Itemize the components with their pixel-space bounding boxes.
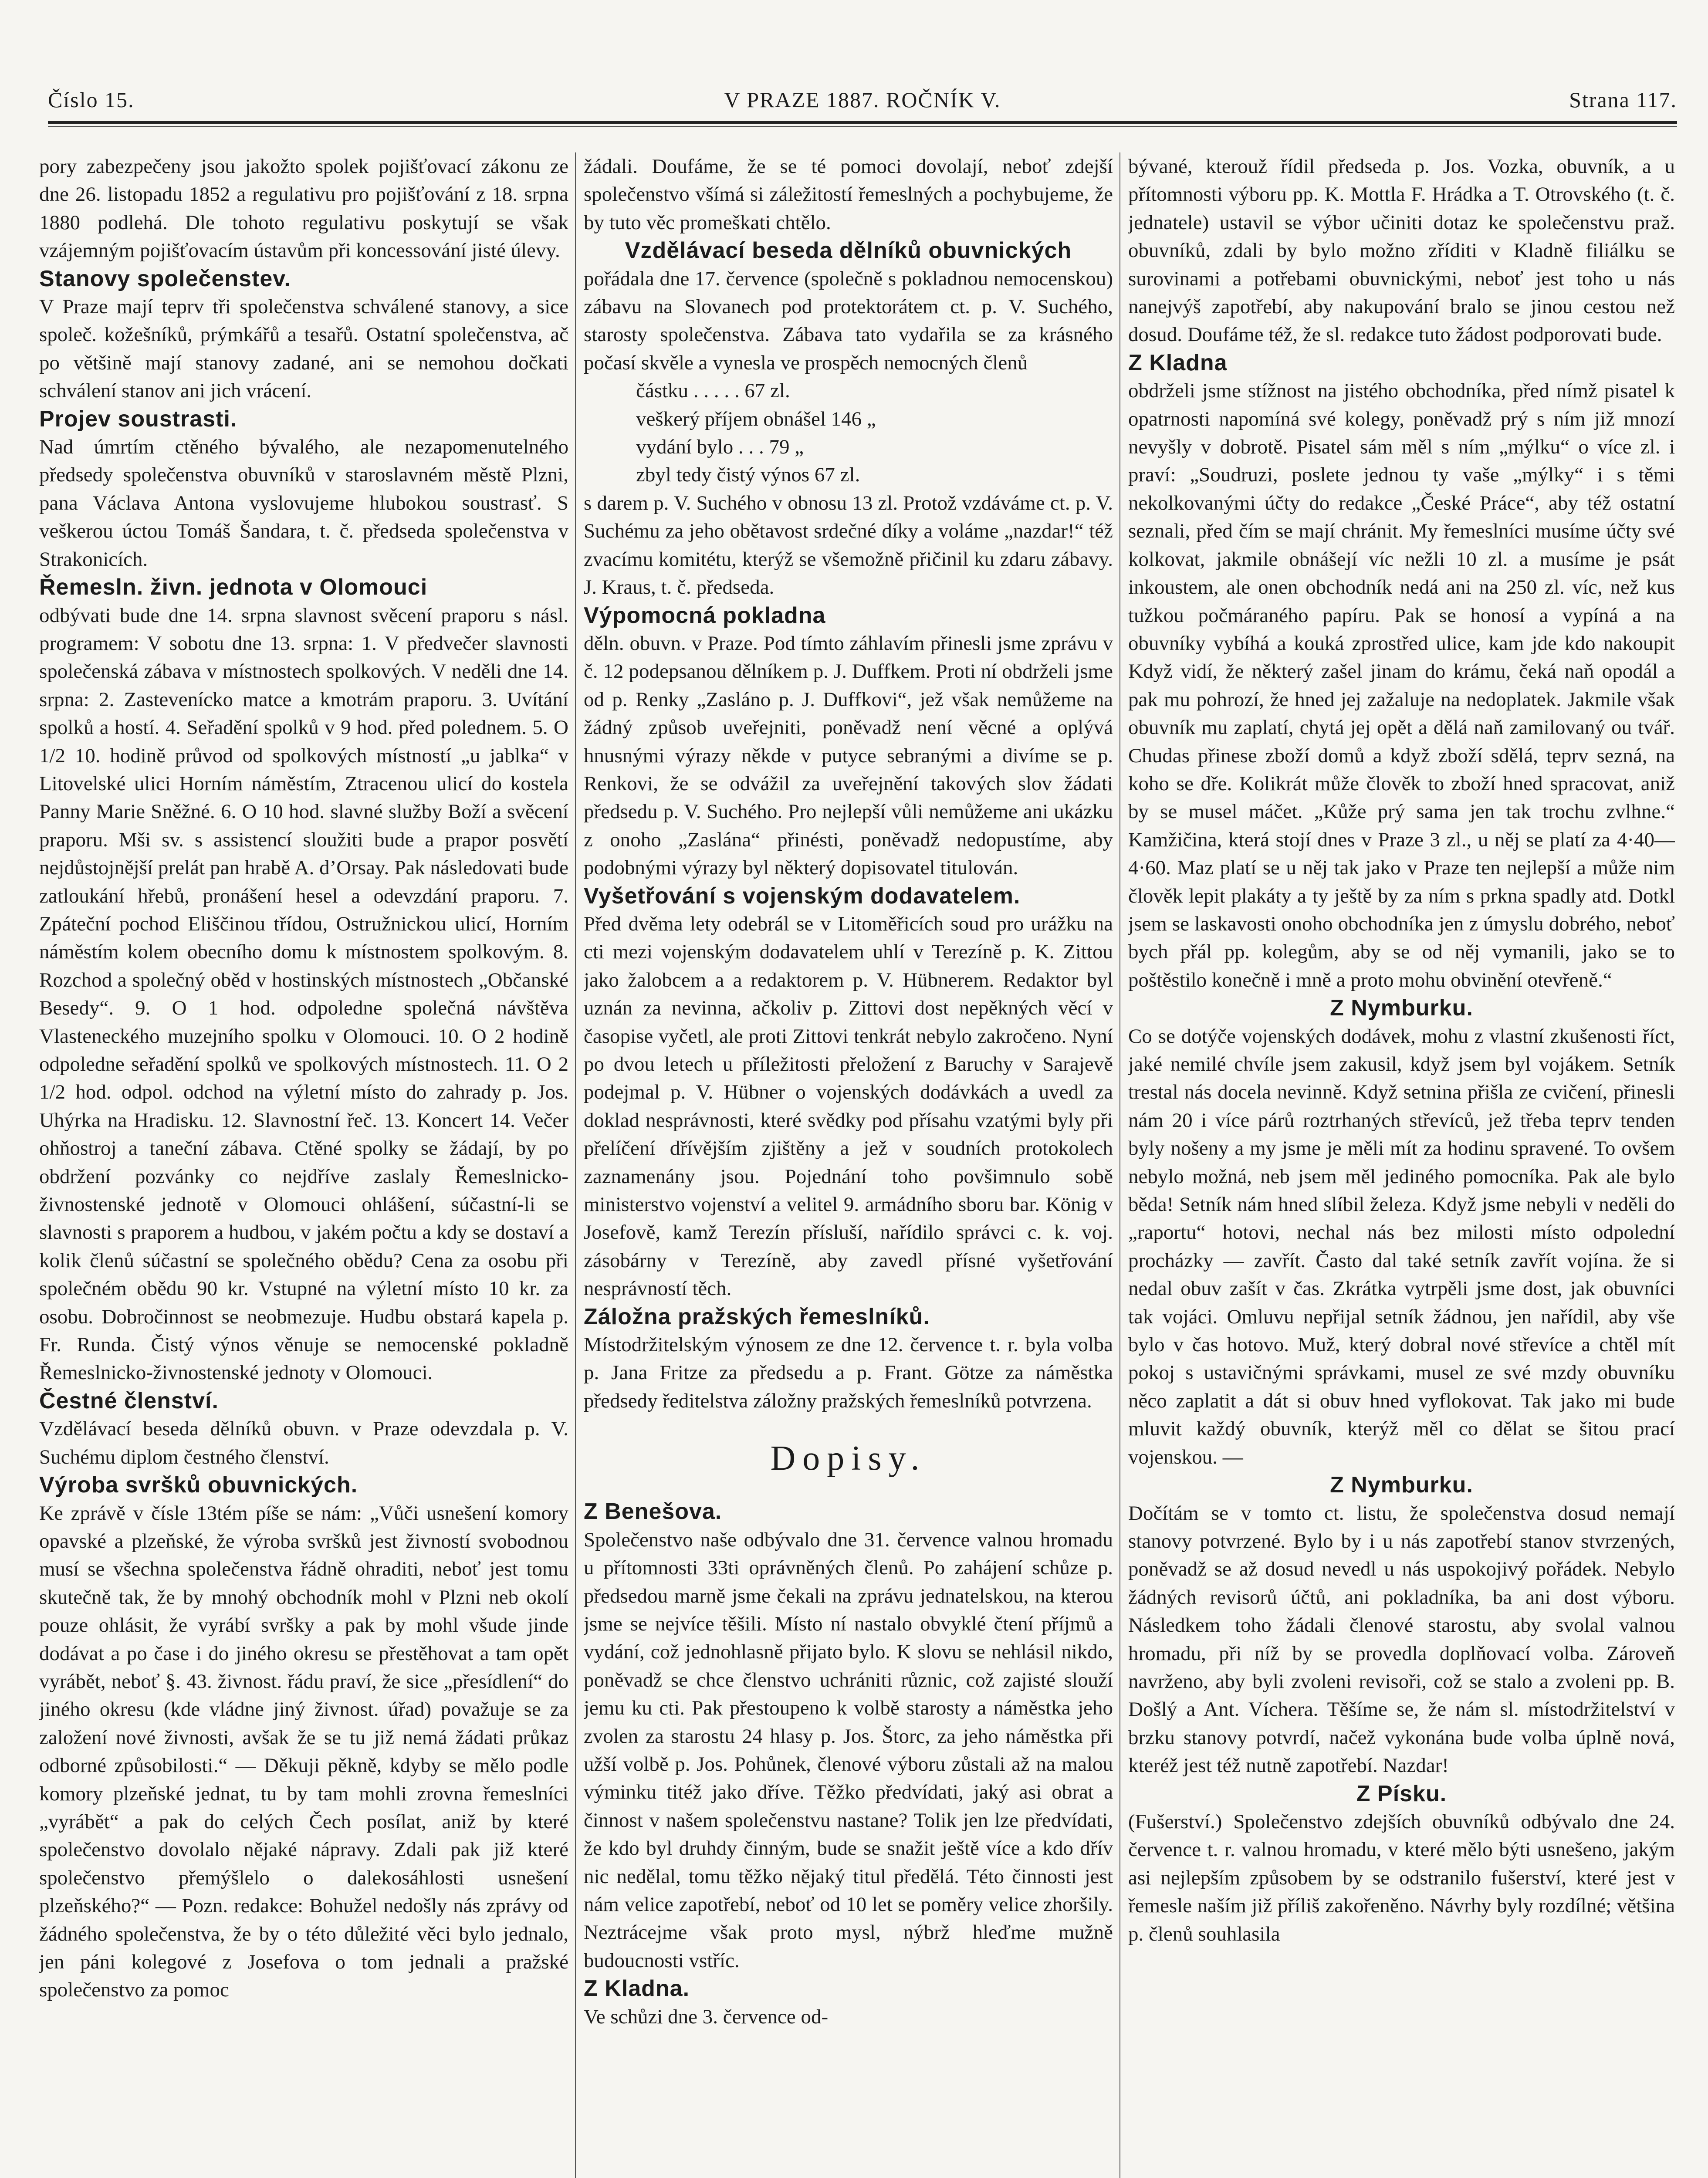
article-paragraph: Ke zprávě v čísle 13tém píše se nám: „Vůči usnešení komory opavské a plzeňské, že výroba svršků jest živností svobodnou musí se všechna společenstva řádně ohraditi, neboť jest tomu skutečně tak, že by mnohý obchodník mohl v Plzni neb okolí pouze ohlásit, že vyrábí svršky a pak by mohl všude jinde dodávat a po čase i do jiného okresu se přestěhovat a tam opět vyrábět, neboť §. 43. živnost. řádu praví, že sice „přesídlení“ do jiného okresu (kde vládne jiný živnost. úřad) považuje se za založení nové živnosti, avšak že se tu již nemá žádati průkaz odborné způsobilosti.“ — Děkuji pěkně, kdyby se mělo podle komory plzeňské jednat, tu by tam mohli zrovna řemeslníci „vyrábět“ a pak do celých Čech posílat, aniž by které společenstvo dovolalo nějaké nápravy. Zdali pak již které společenstvo přemýšlelo o dalekosáhlosti usnešení plzeňského?“ — Pozn. redakce: Bohužel nedošly nás zprávy od žádného společenstva, že by o této důležité věci bylo jednalo, jen páni kolegové z Josefova o tom jednali a pražské společenstvo za pomoc — [39, 1502, 568, 2002]
section-title: Dopisy. — [770, 1439, 927, 1478]
article-heading: Projev soustrasti. — [39, 406, 237, 432]
article-paragraph: Před dvěma lety odebrál se v Litoměřicích soud pro urážku na cti mezi vojenským dodavatelem uhlí v Terezíně p. K. Zittou jako žalobcem a a redaktorem p. V. Hübnerem. Redaktor byl uznán za nevinna, ačkoliv p. Zittovi dost nepěkných věcí v časopise vyčetl, ale proti Zittovi tenkrát nebylo zakročeno. Nyní po dvou letech u příležitosti přeložení z Baruchy v Sarajevě podejmal p. V. Hübner o vojenských dodávkách a uvedl za doklad nesprávnosti, které svědky pod přísahu vzatými byly při přelíčení dřívějším zjištěny a jež v soudních protokolech zaznamenány jsou. Pojednání toho povšimnulo sobě ministerstvo vojenství a velitel 9. armádního sboru bar. König v Josefově, kamž Terezín přísluší, nařídilo správci c. k. voj. zásobárny v Terezíně, aby zavedl přísné vyšetřování nesprávností těch. — [584, 912, 1113, 1300]
article-paragraph: pořádala dne 17. července (společně s pokladnou nemocenskou) zábavu na Slovanech pod protektorátem ct. p. V. Suchého, starosty společenstva. Zábava tato vydařila se za krásného počasí skvěle a vynesla ve prospěch nemocných členů — [584, 267, 1113, 374]
article-heading: Z Písku. — [1356, 1781, 1447, 1806]
article-heading: Z Kladna. — [584, 1976, 690, 2002]
text-column-3 — [1128, 152, 1675, 2178]
article-paragraph: Co se dotýče vojenských dodávek, mohu z vlastní zkušenosti říct, jaké nemilé chvíle jsem zakusil, když jsem byl vojákem. Setník trestal nás docela nevinně. Když setnina přišla ze cvičení, přinesli nám 20 i více párů roztrhaných střevíců, jež třeba teprv tenden byly nošeny a my jsme je měli mít za hodinu spravené. To ovšem nebylo možná, neb jsem měl jediného pomocníka. Pak ale bylo běda! Setník nám hned slíbil železa. Když jsme nebyli v neděli do „raportu“ hotovi, nechal nás bez milosti místo odpolední procházky — zavřít. Často dal také setník zavřít vojína. že si nedal obuv zašít v čas. Zkrátka vytrpěli jsme dost, jak obuvníci tak vojáci. Omluvu nepřijal setník žádnou, jen nařídil, aby vše bylo v čas hotovo. Muž, který dobral nové střevíce a chtěl mít pokoj s ustavičnými správkami, musel ze své mzdy obuvníku něco zaplatit a dát si obuv hned vyflokovat. Tak jako mi bude mluvit každý obuvník, kterýž měl co dělat se šitou prací vojenskou. — — [1128, 1025, 1675, 1468]
masthead-line: V PRAZE 1887. ROČNÍK V. — [724, 88, 1001, 112]
article-paragraph: Nad úmrtím ctěného bývalého, ale nezapomenutelného předsedy společenstva obuvníků v staroslavném městě Plzni, pana Václava Antona vyslovujeme hlubokou soustrasť. S veškerou úctou Tomáš Šandara, t. č. předseda společenstva v Strakonicích. — [39, 436, 568, 571]
article-paragraph: žádali. Doufáme, že se té pomoci dovolají, neboť zdejší společenstvo všímá si záležitostí řemeslných a pochybujeme, že by tuto věc promeškati chtělo. — [584, 155, 1113, 234]
article-heading: Výpomocná pokladna — [584, 602, 826, 628]
article-heading: Výroba svršků obuvnických. — [39, 1472, 358, 1498]
article-paragraph: Ve schůzi dne 3. července od- — [584, 2005, 829, 2028]
article-paragraph: Místodržitelským výnosem ze dne 12. července t. r. byla volba p. Jana Fritze za předsedu a p. Frant. Götze za náměstka předsedy ředitelstva záložny pražských řemeslníků potvrzena. — [584, 1333, 1113, 1412]
article-paragraph: odbývati bude dne 14. srpna slavnost svěcení praporu s násl. programem: V sobotu dne 13. srpna: 1. V předvečer slavnosti společenská zábava v místnostech spolkových. V neděli dne 14. srpna: 2. Zastevenícko matce a kmotrám praporu. 3. Uvítání spolků a hostí. 4. Seřadění spolků v 9 hod. před polednem. 5. O 1/2 10. hodině průvod od spolkových místností „u jablka“ v Litovelské ulici Horním náměstím, Ztracenou ulicí do kostela Panny Marie Sněžné. 6. O 10 hod. slavné služby Boží a svěcení praporu. Mši sv. s assistencí sloužiti bude a prapor posvětí nejdůstojnější prelát pan hrabě A. d’Orsay. Pak následovati bude zatloukání hřebů, pronášení hesel a odevzdání praporu. 7. Zpáteční pochod Eliščinou třídou, Ostružnickou ulicí, Horním náměstím kolem obecního domu k místnostem spolkovým. 8. Rozchod a společný oběd v hostinských místnostech „Občanské Besedy“. 9. O 1 hod. odpoledne společná návštěva Vlasteneckého muzejního spolku v Olomouci. 10. O 2 hodině odpoledne seřadění spolků ve spolkových místnostech. 11. O 2 1/2 hod. odpol. odchod na výletní místo do zahrady p. Jos. Uhýrka na Hradisku. 12. Slavnostní řeč. 13. Koncert 14. Večer ohňostroj a taneční zábava. Ctěné spolky se žádají, by po obdržení pozvánky co nejdříve zaslaly Řemeslnicko-živnostenské jednotě v Olomouci ohlášení, súčastní-li se slavnosti s praporem a hudbou, v jakém počtu a kdy se dostaví a kolik členů súčastní se společného obědu? Cena za osobu při společném obědu 90 kr. Vstupné na výletní místo 10 kr. za osobu. Dobročinnost se neobmezuje. Hudbu obstará kapela p. Fr. Runda. Čistý výnos věnuje se nemocenské pokladně Řemeslnicko-živnostenské jednoty v Olomouci. — [39, 604, 568, 1384]
page-header — [48, 87, 1677, 122]
article-paragraph: bývané, kterouž řídil předseda p. Jos. Vozka, obuvník, a u přítomnosti výboru pp. K. Mottla F. Hrádka a T. Otrovského (t. č. jednatele) ustavil se výbor učiniti dotaz ke společenstvu praž. obuvníků, zdali by bylo možno zříditi v Kladně filiálku se surovinami a potřebami obuvnickými, neboť jest toho u nás nanejvýš zapotřebí, aby nakupování bralo se jinou cestou než dosud. Doufáme též, že sl. redakce tuto žádost podporovati bude. — [1128, 155, 1675, 346]
article-heading: Čestné členství. — [39, 1388, 219, 1414]
article-paragraph: Společenstvo naše odbývalo dne 31. července valnou hromadu u přítomnosti 33ti oprávněných členů. Po zahájení schůze p. předsedou marně jsme čekali na zprávu jednatelskou, na kterou jsme se nejvíce těšili. Místo ní nastalo obvyklé čtení příjmů a vydání, což jednohlasně přijato bylo. K slovu se nehlásil nikdo, poněvadž se chce členstvo uchrániti různic, což zajisté slouží jemu ku cti. Pak přestoupeno k volbě starosty a náměstka jeho zvolen za starostu 24 hlasy p. Jos. Štorc, za jeho náměstka při užší volbě p. Jos. Pohůnek, členové výboru zůstali až na malou výminku titéž jako dříve. Těžko předvídati, jaký asi obrat a činnost v našem společenstvu nastane? Tolik jen lze předvídati, že kdo byl druhdy činným, bude se snažit ještě více a kdo dřív nic nedělal, tomu těžko nějaký titul předělá. Této činnosti jest nám velice zapotřebí, neboť od 10 let se poměry velice zhoršily. Neztrácejme však proto mysl, nýbrž hleďme mužně budoucnosti vstříc. — [584, 1528, 1113, 1972]
column-divider — [575, 152, 576, 2178]
article-paragraph: (Fušerství.) Společenstvo zdejších obuvníků odbývalo dne 24. července t. r. valnou hromadu, v které mělo býti usnešeno, jakým asi nejlepším způsobem by se odstranilo fušerství, které jest v řemesle naším již příliš zakořeněno. Návrhy byly rozdílné; většina p. členů souhlasila — [1128, 1810, 1675, 1945]
issue-number: Číslo 15. — [48, 88, 135, 112]
article-heading: Vzdělávací beseda dělníků obuvnických — [625, 238, 1072, 264]
article-paragraph: pory zabezpečeny jsou jakožto spolek pojišťovací zákonu ze dne 26. listopadu 1852 a regulativu pro pojišťování z 18. srpna 1880 podlehá. Dle tohoto regulativu poskytují se však vzájemným pojišťovacím ústavům při koncessování jisté úlevy. — [39, 155, 568, 262]
article-paragraph: Dočítám se v tomto ct. listu, že společenstva dosud nemají stanovy potvrzené. Bylo by i u nás zapotřebí stanov stvrzených, poněvadž se až dosud nevedl u nás uspokojivý pořádek. Nebylo žádných revisorů účtů, ani pokladníka, ba ani dost výboru. Následkem toho žádali členové starostu, aby svolal valnou hromadu, při níž by se provedla doplňovací volba. Zároveň navrženo, aby byli zvoleni revisoři, což se stalo a zvoleni pp. B. Došlý a Ant. Víchera. Těšíme se, že nám sl. místodržitelství v brzku stanovy potvrdí, načež vykonána bude volba úplně nová, kteréž jest též nutně zapotřebí. Nazdar! — [1128, 1502, 1675, 1777]
article-heading: Z Kladna — [1128, 350, 1228, 375]
article-paragraph: V Praze mají teprv tři společenstva schválené stanovy, a sice společ. kožešníků, prýmkářů a tesařů. Ostatní společenstva, ač po většině mají stanovy zadané, ani se nemohou dočkati schválení stanov ani jich vrácení. — [39, 295, 568, 402]
article-heading: Vyšetřování s vojenským dodavatelem. — [584, 883, 1021, 909]
ledger-block: částku . . . . . 67 zl. veškerý příjem obnášel 146 „ vydání bylo . . . 79 „ zbyl tedy čistý výnos 67 zl. — [636, 379, 876, 487]
text-column-1 — [39, 152, 568, 2178]
text-column-2 — [584, 152, 1113, 2178]
article-heading: Z Benešova. — [584, 1499, 722, 1525]
header-rule — [48, 121, 1677, 124]
article-paragraph: s darem p. V. Suchého v obnosu 13 zl. Protož vzdáváme ct. p. V. Suchému za jeho obětavost srdečné díky a voláme „nazdar!“ též zvacímu komitétu, kterýž se všemožně přičinil ku zdaru zábavy. J. Kraus, t. č. předseda. — [584, 491, 1113, 599]
article-heading: Stanovy společenstev. — [39, 266, 291, 291]
article-paragraph: děln. obuvn. v Praze. Pod tímto záhlavím přinesli jsme zprávu v č. 12 podepsanou dělníkem p. J. Duffkem. Proti ní obdrželi jsme od p. Renky „Zasláno p. J. Duffkovi“, jež však nemůžeme na žádný způsob uveřejniti, poněvadž není věcné a oplývá hnusnými výrazy někde v putyce sebranými a divíme se p. Renkovi, že se odvážil za uveřejnění takových slov žádati předsedu p. V. Suchého. Pro nejlepší vůli nemůžeme ani ukázku z onoho „Zaslána“ přinésti, poněvadž nedopustíme, aby podobnými výrazy byl některý dopisovatel titulován. — [584, 632, 1113, 879]
article-heading: Z Nymburku. — [1330, 1472, 1473, 1498]
article-heading: Řemesln. živn. jednota v Olomouci — [39, 575, 428, 600]
article-heading: Z Nymburku. — [1330, 995, 1473, 1021]
page-number: Strana 117. — [1569, 88, 1677, 112]
article-heading: Záložna pražských řemeslníků. — [584, 1304, 930, 1329]
article-paragraph: Vzdělávací beseda dělníků obuvn. v Praze odevzdala p. V. Suchému diplom čestného členství. — [39, 1417, 568, 1468]
header-rule-thin — [48, 126, 1677, 127]
article-paragraph: obdrželi jsme stížnost na jistého obchodníka, před nímž pisatel k opatrnosti napomíná své kolegy, poněvadž prý s ním již mnozí nevyšly v dobrotě. Pisatel sám měl s ním „mýlku“ o více zl. i praví: „Soudruzi, poslete jednou ty vaše „mýlky“ i s těmi nekolkovanými účty do redakce „České Práce“, aby též ostatní seznali, před čím se mají chránit. My řemeslníci musíme účty své kolkovat, jakmile obnášejí víc nežli 10 zl. a musíme je psát inkoustem, ale onen obchodník nedá ani na 250 zl. víc, než kus tužkou počmáraného papíru. Pak se honosí a vypíná a na obuvníky vybíhá a kouká zprostřed ulice, kam jde kdo nakoupit Když vidí, že některý zašel jinam do krámu, čeká naň opodál a pak mu pohrozí, že hned jej zažaluje na nedoplatek. Jakmile však obuvník mu zaplatí, chytá jej opět a dělá naň zamilovaný ou tvář. Chudas přinese zboží domů a když zboží sdělá, teprv sezná, na koho se dře. Kolikrát může člověk to zboží hned spracovat, aniž by se musel máčet. „Kůže prý sama jen tak trochu zvlhne.“ Kamžičina, která stojí dnes v Praze 3 zl., u něj se platí za 4·40—4·60. Maz platí se u něj tak jako v Praze ten nejlepší a může nim člověk lepit plakáty a ty ještě by za ním s prkna spadly atd. Dotkl jsem se laskavosti onoho obchodníka jen z úmyslu dobrého, neboť bych přál pp. kolegům, aby se od něj vymanili, jako se to poštěstilo konečně i mně a proto mohu obvinění otevřeně.“ — [1128, 379, 1675, 991]
